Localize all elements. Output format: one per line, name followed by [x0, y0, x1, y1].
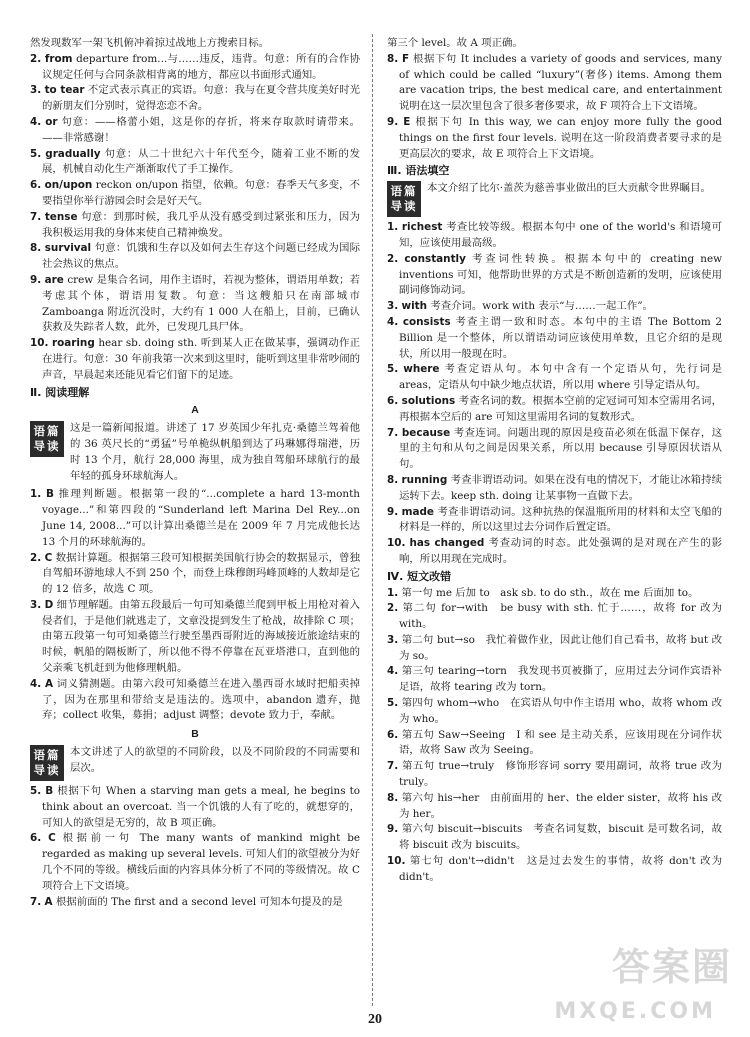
passage-a-guide-text: 这是一篇新闻报道。讲述了 17 岁英国少年扎克·桑德兰驾着他的 36 英尺长的“勇猛”号单桅纵帆船到达了玛琳娜得瑞港，历时 13 个月，航行 28,000 海里，成为独自驾船环球航行的最年轻的孤身环球航海人。	[70, 422, 360, 482]
answer-item	[30, 551, 360, 598]
item-number: 3.	[30, 598, 42, 611]
item-explanation: 根据下句 It includes a variety of goods and services, many of which could be called “luxury”(奢侈) items. Among them are vacation trips, the best medical care, and entertainment 说明在这一层次里包含了很多奢侈要求，故 F 项符合上下文语境。	[399, 52, 723, 113]
item-explanation: 考查动词的时态。此处强调的是对现在产生的影响，所以用现在完成时。	[399, 537, 722, 565]
item-explanation: 第五句 Saw→Seeing I 和 see 是主动关系，应该用现在分词作状语，故将 Saw 改为 Seeing。	[399, 728, 722, 757]
section-heading-grammar: Ⅲ. 语法填空	[387, 164, 450, 178]
item-answer: F	[402, 52, 410, 65]
answer-item	[30, 147, 360, 179]
item-explanation: hear sb. doing sth. 听到某人正在做某事，强调动作正在进行。句意：30 年前我第一次来到这里时，能听到这里非常吵闹的声音，早晨起来还能见看它们留下的足迹。	[42, 337, 360, 381]
intro-line: 然发现数军一架飞机俯冲着掠过战地上方搜索目标。	[30, 37, 269, 49]
answer-item	[387, 252, 722, 299]
section-heading-reading: Ⅱ. 阅读理解	[30, 385, 90, 399]
item-answer: with	[401, 300, 428, 313]
item-answer: from	[44, 52, 73, 65]
item-explanation: 句意：从二十世纪六十年代至今，随着工业不断的发展，机械自动化生产渐渐取代了手工操作。	[42, 147, 361, 176]
grammar-answers	[387, 220, 722, 568]
item-explanation: 第五句 true→truly 修饰形容词 sorry 要用副词，故将 true 改为 truly。	[399, 760, 723, 789]
item-answer: tense	[44, 210, 78, 223]
item-explanation: departure from...与……违反，违背。句意：所有的合作协议规定任何与合同条款相背离的地方，都应以书面形式通知。	[42, 52, 361, 81]
item-explanation: 考查主谓一致和时态。本句中的主语 The Bottom 2 Billion 是一个整体，所以谓语动词应该使用单数，且它介绍的是现状，所以用一般现在时。	[399, 315, 723, 360]
item-number: 2.	[30, 551, 42, 564]
item-number: 2.	[30, 52, 42, 65]
item-number: 7.	[387, 426, 399, 439]
item-number: 8.	[387, 473, 399, 486]
item-number: 10.	[387, 855, 406, 868]
guide-badge: 语篇导读	[30, 421, 64, 457]
item-number: 6.	[387, 394, 399, 407]
item-explanation: 根据前面的 The first and a second level 可知本句提及的是	[55, 895, 343, 908]
item-explanation: crew 是集合名词，用作主语时，若视为整体，谓语用单数；若考虑其个体，谓语用复数。句意：当这艘船只在南部城市 Zamboanga 附近沉没时，大约有 1 000 人在船上，目前，已确认获救及失踪者人数，此外，已发现几具尸体。	[42, 273, 360, 334]
passage-a-answers	[30, 487, 360, 724]
item-answer: to tear	[44, 84, 85, 97]
item-explanation: 数据计算题。根据第三段可知根据美国航行协会的数据显示，曾独自驾船环游地球人不到 250 个，而登上珠穆朗玛峰顶峰的人数却是它的 12 倍多，故选 C 项。	[42, 551, 361, 596]
item-explanation: 第二句 but→so 我忙着做作业，因此让他们自己看书，故将 but 改为 so。	[399, 633, 722, 662]
item-explanation: 根据下句 When a starving man gets a meal, he begins to think about an overcoat. 当一个饥饿的人有了吃的，就想穿的，可知人的欲望是无穷的，故 B 项正确。	[42, 785, 361, 829]
watermark-logo: 答案圈	[611, 945, 732, 989]
item-answer: roaring	[51, 337, 95, 350]
item-number: 1.	[387, 586, 399, 599]
item-answer: E	[403, 115, 411, 128]
grammar-guide-text: 本文介绍了比尔·盖茨为慈善事业做出的巨大贡献令世界瞩目。	[427, 182, 711, 195]
item-answer: where	[403, 363, 440, 376]
grammar-guide	[387, 181, 722, 217]
item-number: 10.	[387, 537, 406, 550]
item-explanation: 考查定语从句。本句中含有一个定语从句，先行词是 areas，定语从句中缺少地点状语，所以用 where 引导定语从句。	[399, 363, 722, 392]
passage-b-answers	[30, 784, 360, 910]
item-answer: running	[401, 473, 448, 486]
answer-item	[387, 536, 722, 568]
item-explanation: 句意：——格蕾小姐，这是你的存折，将来存取款时请带来。——非常感谢！	[42, 115, 360, 144]
passage-b-guide-text: 本文讲述了人的欲望的不同阶段，以及不同阶段的不同需要和层次。	[70, 746, 360, 774]
item-explanation: 考查非谓语动词。如果在没有电的情况下，才能让冰箱持续运转下去。keep sth. doing 让某事物一直做下去。	[399, 473, 722, 502]
vocabulary-answers	[30, 52, 360, 384]
answer-item	[387, 664, 722, 696]
answer-item	[30, 83, 360, 115]
answer-item	[30, 241, 360, 273]
item-explanation: 第二句 for→with be busy with sth. 忙于……，故将 for 改为 with。	[399, 602, 722, 631]
item-explanation: 句意：到那时候，我几乎从没有感受到过紧张和压力，因为我积极运用我的身体来使自己精神焕发。	[42, 210, 360, 239]
answer-item	[387, 633, 722, 665]
item-number: 7.	[30, 210, 42, 223]
item-answer: B	[45, 785, 54, 798]
item-number: 4.	[387, 665, 399, 678]
item-explanation: 考查连词。问题出现的原因是疫苗必须在低温下保存，这里的主句和从句之间是因果关系，所以用 because 引导原因状语从句。	[399, 426, 722, 471]
item-explanation: 推理判断题。根据第一段的“...complete a hard 13-month voyage...”和第四段的“Sunderland left Marina Del Rey...on June 14, 2008...”可以计算出桑德兰是在 2009 年 7 月完成他长达 13 个月的环球航海的。	[42, 488, 360, 548]
passage-b-answers-cont	[387, 52, 722, 163]
item-answer: made	[401, 505, 434, 518]
item-number: 9.	[387, 505, 399, 518]
answer-item	[387, 505, 722, 537]
item-number: 7.	[387, 760, 399, 773]
answer-item	[387, 362, 722, 394]
item-explanation: 根据前一句 The many wants of mankind might be regarded as making up several levels. 可知人们的欲望被分为好几个不同的等级。横线后面的内容具体分析了不同的等级情况。故 C 项符合上下文语境。	[42, 832, 360, 892]
guide-badge: 语篇导读	[30, 745, 64, 781]
item-answer: or	[45, 115, 58, 128]
passage-b-label: B	[191, 729, 199, 741]
page-number: 20	[368, 1012, 382, 1027]
answer-item	[387, 220, 722, 252]
item-explanation: 词义猜测题。由第六段可知桑德兰在进入墨西哥水域时把船卖掉了，因为在那里和带给支是违法的。选项中，abandon 遗弃，抛弃；collect 收集，募捐；adjust 调整；devote 致力于，奉献。	[42, 677, 360, 722]
answer-item	[30, 784, 360, 831]
item-explanation: 考查介词。work with 表示“与……一起工作”。	[430, 300, 653, 313]
answer-item	[387, 601, 722, 633]
answer-item	[387, 299, 722, 315]
answer-item	[387, 115, 722, 162]
item-explanation: 考查词性转换。根据本句中的 creating new inventions 可知，他帮助世界的方式是不断创造新的发明，应该使用副词修饰动词。	[399, 252, 722, 297]
item-answer: richest	[401, 221, 443, 234]
answer-item	[30, 52, 360, 84]
answer-item	[30, 336, 360, 383]
item-explanation: 根据下句 In this way, we can enjoy more fully the good things on the first four levels. 说明在这一阶段消费者要寻求的是更高层次的要求，故 E 项符合上下文语境。	[399, 115, 722, 160]
item-number: 6.	[387, 728, 399, 741]
item-explanation: 第六句 biscuit→biscuits 考查名词复数，biscuit 是可数名词，故将 biscuit 改为 biscuits。	[399, 823, 723, 852]
item-number: 9.	[387, 823, 399, 836]
answer-item	[30, 115, 360, 147]
item-explanation: 第一句 me 后加 to ask sb. to do sth.，故在 me 后面加 to。	[401, 586, 699, 599]
item-number: 9.	[387, 115, 399, 128]
item-answer: constantly	[404, 252, 466, 265]
answer-item	[30, 273, 360, 336]
item-explanation: 第七句 don't→didn't 这是过去发生的事情，故将 don't 改为 didn't。	[399, 855, 722, 883]
item-explanation: 不定式表示真正的宾语。句意：我与在夏令营共度美好时光的新朋友们分别时，觉得恋恋不舍。	[42, 84, 361, 113]
left-column	[30, 36, 360, 910]
item-answer: C	[48, 832, 56, 845]
item-number: 8.	[30, 242, 42, 255]
answer-item	[387, 728, 722, 760]
guide-badge: 语篇导读	[387, 181, 421, 217]
item-explanation: 细节理解题。由第五段最后一句可知桑德兰爬到甲板上用枪对着入侵者们，于是他们就逃走了，文章没提到发生了枪战，故排除 C 项；由第五段第一句可知桑德兰行驶至墨西哥附近的海域接近旅途结束的时候，帆船的隔板断了，所以他不得不停靠在瓦亚塔港口，直到他的父亲乘飞机赶到为他修理帆船。	[42, 598, 361, 675]
answer-item	[387, 586, 722, 602]
section-heading-correction: Ⅳ. 短文改错	[387, 569, 452, 583]
answer-item	[387, 52, 722, 115]
answer-item	[30, 598, 360, 677]
item-answer: because	[401, 426, 451, 439]
item-number: 2.	[387, 252, 399, 265]
answer-item	[387, 473, 722, 505]
item-number: 4.	[30, 115, 42, 128]
item-answer: A	[44, 895, 53, 908]
item-answer: has changed	[409, 537, 485, 550]
item-number: 6.	[30, 179, 42, 192]
item-number: 1.	[30, 488, 42, 501]
item-number: 9.	[30, 273, 42, 286]
answer-item	[387, 426, 722, 473]
item-answer: B	[45, 488, 54, 501]
item-number: 6.	[30, 832, 42, 845]
item-explanation: 考查比较等级。根据本句中 one of the world's 和语境可知，应该使用最高级。	[399, 221, 722, 249]
item-number: 7.	[30, 895, 42, 908]
column-divider	[372, 34, 373, 1006]
continued-line: 第三个 level。故 A 项正确。	[387, 37, 523, 49]
passage-b-guide	[30, 745, 360, 781]
item-answer: survival	[44, 242, 92, 255]
item-answer: D	[44, 598, 54, 611]
right-column	[387, 36, 722, 886]
item-number: 3.	[30, 84, 42, 97]
item-explanation: 第四句 whom→who 在宾语从句中作主语用 who，故将 whom 改为 who。	[399, 697, 722, 725]
item-explanation: 考查非谓语动词。这种抗热的保温瓶所用的材料和太空飞船的材料是一样的，所以这里过去分词作后置定语。	[399, 505, 723, 534]
item-explanation: 第三句 tearing→torn 我发现书页被撕了，应用过去分词作宾语补足语，故将 tearing 改为 torn。	[399, 665, 723, 694]
item-explanation: 句意：饥饿和生存以及如何去生存这个问题已经成为国际社会热议的焦点。	[42, 242, 361, 271]
correction-answers	[387, 586, 722, 886]
item-number: 5.	[387, 363, 399, 376]
answer-item	[30, 487, 360, 550]
answer-item	[387, 759, 722, 791]
item-explanation: 考查名词的数。根据本空前的定冠词可知本空需用名词，再根据本空后的 are 可知这里需用名词的复数形式。	[399, 394, 722, 423]
answer-item	[30, 210, 360, 242]
item-explanation: reckon on/upon 指望，依赖。句意：春季天气多变，不要指望你举行游园会时会是好天气。	[42, 179, 360, 207]
item-answer: are	[44, 273, 64, 286]
item-number: 5.	[387, 697, 399, 710]
item-answer: gradually	[45, 147, 101, 160]
item-number: 4.	[30, 677, 42, 690]
item-answer: consists	[402, 315, 451, 328]
item-number: 4.	[387, 315, 399, 328]
item-number: 2.	[387, 602, 399, 615]
item-answer: A	[44, 677, 53, 690]
answer-item	[387, 822, 722, 854]
passage-a-guide	[30, 421, 360, 484]
answer-item	[387, 696, 722, 728]
answer-item	[30, 178, 360, 210]
item-number: 5.	[30, 147, 42, 160]
item-answer: on/upon	[44, 179, 93, 192]
answer-item	[30, 831, 360, 894]
item-number: 8.	[387, 791, 399, 804]
item-number: 8.	[387, 52, 399, 65]
answer-item	[387, 854, 722, 886]
item-number: 1.	[387, 221, 399, 234]
passage-a-label: A	[191, 405, 199, 417]
answer-item	[387, 394, 722, 426]
answer-item	[387, 791, 722, 823]
answer-item	[30, 895, 360, 911]
item-answer: C	[44, 551, 53, 564]
item-number: 3.	[387, 300, 399, 313]
answer-item	[30, 677, 360, 724]
item-number: 3.	[387, 633, 399, 646]
item-number: 10.	[30, 337, 49, 350]
item-answer: solutions	[401, 394, 456, 407]
item-number: 5.	[30, 785, 42, 798]
watermark-url: MXQE.COM	[554, 999, 716, 1024]
item-explanation: 第六句 his→her 由前面用的 her、the elder sister，故将 his 改为 her。	[399, 791, 722, 820]
answer-item	[387, 315, 722, 362]
